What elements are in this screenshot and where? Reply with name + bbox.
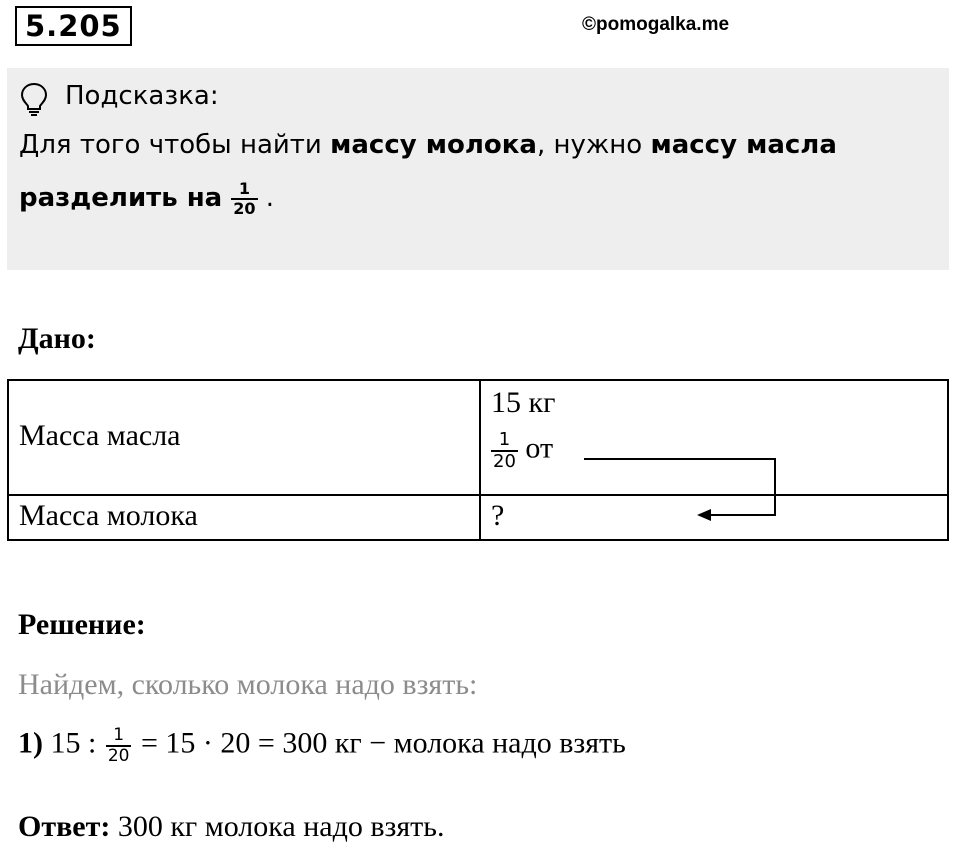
solution-step-1 — [18, 726, 626, 765]
solution-title: Решение: — [18, 608, 146, 641]
hint-text-line2 — [19, 180, 274, 217]
hint-emphasis-butter-mass: массу масла — [650, 130, 837, 160]
butter-mass-value: 15 кг — [491, 386, 556, 419]
butter-fraction-line — [491, 430, 553, 472]
fraction-denominator: 20 — [233, 198, 256, 218]
solution-intro: Найдем, сколько молока надо взять: — [18, 668, 478, 701]
answer — [18, 810, 444, 844]
fraction — [491, 430, 518, 472]
hint-title: Подсказка: — [65, 81, 219, 111]
fraction-denominator: 20 — [493, 450, 516, 472]
step-label: 1) — [18, 726, 43, 760]
step-fraction — [106, 726, 132, 765]
hint-text: , нужно — [536, 130, 651, 160]
hint-text-line1 — [19, 130, 837, 160]
step-text: = 15 · 20 = 300 кг − молока надо взять — [133, 726, 626, 760]
hint-fraction — [231, 180, 257, 217]
hint-text: Для того чтобы найти — [19, 130, 331, 160]
hint-text: . — [257, 183, 275, 214]
milk-mass-label: Масса молока — [19, 499, 198, 532]
hint-emphasis-divide: разделить на — [19, 183, 232, 214]
hint-box — [7, 68, 949, 270]
table-divider — [9, 494, 947, 496]
butter-mass-label: Масса масла — [19, 419, 181, 452]
hint-emphasis-milk-mass: массу молока — [330, 130, 537, 160]
given-table — [7, 379, 949, 541]
fraction-numerator: 1 — [238, 179, 250, 198]
problem-number: 5.205 — [15, 6, 132, 46]
fraction-numerator: 1 — [113, 725, 125, 745]
fraction-numerator: 1 — [498, 429, 511, 450]
milk-mass-value: ? — [491, 499, 505, 532]
watermark: ©pomogalka.me — [582, 14, 730, 35]
given-title: Дано: — [18, 322, 96, 355]
table-divider — [479, 381, 481, 539]
answer-label: Ответ: — [18, 810, 111, 843]
answer-text: 300 кг молока надо взять. — [110, 810, 445, 843]
step-text: 15 : — [50, 726, 104, 760]
fraction-denominator: 20 — [107, 745, 130, 766]
fraction-suffix: от — [525, 431, 554, 465]
relation-arrow — [579, 451, 789, 521]
lightbulb-icon — [19, 82, 49, 116]
